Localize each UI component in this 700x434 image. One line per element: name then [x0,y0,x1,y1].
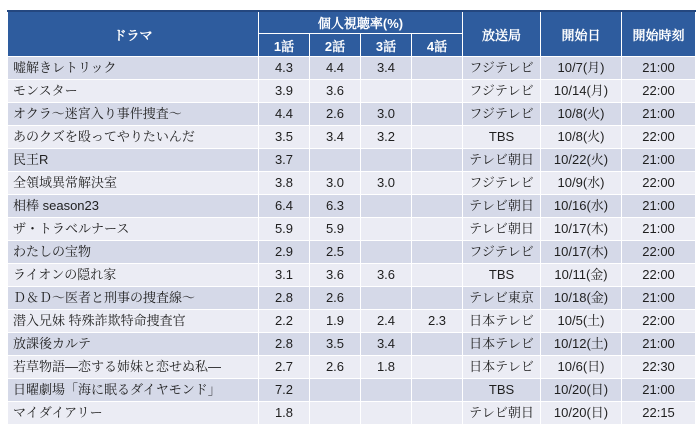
rating-ep1-cell: 1.8 [259,402,310,425]
station-cell: フジテレビ [463,172,541,195]
start-time-cell: 22:30 [622,356,696,379]
drama-title-cell: 若草物語―恋する姉妹と恋せぬ私― [8,356,259,379]
start-time-cell: 21:00 [622,149,696,172]
rating-ep3-cell: 3.6 [361,264,412,287]
col-header-station: 放送局 [463,11,541,57]
rating-ep2-cell: 3.6 [310,264,361,287]
start-time-cell: 21:00 [622,287,696,310]
col-header-episode-4: 4話 [412,34,463,57]
table-row [8,264,696,287]
start-time-cell: 21:00 [622,57,696,80]
station-cell: フジテレビ [463,57,541,80]
rating-ep3-cell [361,287,412,310]
rating-ep3-cell [361,149,412,172]
rating-ep2-cell: 2.6 [310,103,361,126]
rating-ep4-cell [412,356,463,379]
start-date-cell: 10/9(水) [541,172,622,195]
start-date-cell: 10/17(木) [541,241,622,264]
drama-title-cell: ザ・トラベルナース [8,218,259,241]
start-date-cell: 10/8(火) [541,103,622,126]
drama-title-cell: わたしの宝物 [8,241,259,264]
station-cell: テレビ朝日 [463,195,541,218]
start-time-cell: 22:00 [622,264,696,287]
start-time-cell: 22:00 [622,172,696,195]
rating-ep2-cell: 2.6 [310,287,361,310]
start-date-cell: 10/12(土) [541,333,622,356]
rating-ep4-cell [412,218,463,241]
rating-ep4-cell [412,333,463,356]
table-row [8,333,696,356]
station-cell: テレビ朝日 [463,149,541,172]
station-cell: TBS [463,126,541,149]
start-date-cell: 10/20(日) [541,402,622,425]
rating-ep2-cell: 2.6 [310,356,361,379]
start-time-cell: 21:00 [622,218,696,241]
rating-ep3-cell [361,379,412,402]
col-header-episode-2: 2話 [310,34,361,57]
drama-title-cell: オクラ～迷宮入り事件捜査～ [8,103,259,126]
rating-ep1-cell: 3.9 [259,80,310,103]
drama-title-cell: 嘘解きレトリック [8,57,259,80]
rating-ep4-cell [412,126,463,149]
start-time-cell: 22:00 [622,241,696,264]
rating-ep3-cell: 1.8 [361,356,412,379]
rating-ep1-cell: 6.4 [259,195,310,218]
col-header-episode-3: 3話 [361,34,412,57]
station-cell: フジテレビ [463,103,541,126]
station-cell: テレビ東京 [463,287,541,310]
rating-ep3-cell [361,241,412,264]
station-cell: 日本テレビ [463,310,541,333]
drama-title-cell: 日曜劇場「海に眠るダイヤモンド」 [8,379,259,402]
rating-ep4-cell [412,103,463,126]
station-cell: フジテレビ [463,80,541,103]
table-row [8,126,696,149]
rating-ep4-cell [412,264,463,287]
rating-ep2-cell: 3.4 [310,126,361,149]
rating-ep2-cell [310,149,361,172]
rating-ep1-cell: 5.9 [259,218,310,241]
start-time-cell: 22:00 [622,126,696,149]
rating-ep2-cell: 2.5 [310,241,361,264]
rating-ep2-cell: 6.3 [310,195,361,218]
drama-title-cell: 相棒 season23 [8,195,259,218]
start-time-cell: 21:00 [622,379,696,402]
rating-ep4-cell [412,402,463,425]
rating-ep2-cell: 1.9 [310,310,361,333]
rating-ep4-cell [412,195,463,218]
start-date-cell: 10/14(月) [541,80,622,103]
rating-ep1-cell: 3.7 [259,149,310,172]
start-time-cell: 22:00 [622,310,696,333]
drama-ratings-table-container [7,10,695,425]
station-cell: TBS [463,379,541,402]
drama-title-cell: 全領域異常解決室 [8,172,259,195]
start-date-cell: 10/22(火) [541,149,622,172]
rating-ep4-cell [412,172,463,195]
rating-ep2-cell: 3.0 [310,172,361,195]
drama-title-cell: 潜入兄妹 特殊詐欺特命捜査官 [8,310,259,333]
rating-ep3-cell [361,218,412,241]
table-row [8,379,696,402]
rating-ep3-cell: 3.0 [361,172,412,195]
table-row [8,57,696,80]
station-cell: テレビ朝日 [463,218,541,241]
drama-title-cell: モンスター [8,80,259,103]
table-row [8,287,696,310]
start-time-cell: 22:15 [622,402,696,425]
drama-title-cell: あのクズを殴ってやりたいんだ [8,126,259,149]
table-body [8,57,696,425]
table-row [8,80,696,103]
drama-title-cell: 放課後カルテ [8,333,259,356]
rating-ep1-cell: 3.1 [259,264,310,287]
drama-title-cell: 民王R [8,149,259,172]
rating-ep1-cell: 4.3 [259,57,310,80]
station-cell: 日本テレビ [463,356,541,379]
table-row [8,218,696,241]
station-cell: テレビ朝日 [463,402,541,425]
rating-ep2-cell: 3.5 [310,333,361,356]
rating-ep2-cell: 3.6 [310,80,361,103]
rating-ep1-cell: 2.9 [259,241,310,264]
start-date-cell: 10/18(金) [541,287,622,310]
rating-ep4-cell: 2.3 [412,310,463,333]
rating-ep2-cell [310,402,361,425]
col-header-start-date: 開始日 [541,11,622,57]
rating-ep3-cell [361,80,412,103]
col-header-episode-1: 1話 [259,34,310,57]
col-header-start-time: 開始時刻 [622,11,696,57]
rating-ep4-cell [412,287,463,310]
start-time-cell: 22:00 [622,80,696,103]
start-date-cell: 10/17(木) [541,218,622,241]
rating-ep3-cell: 3.0 [361,103,412,126]
start-date-cell: 10/11(金) [541,264,622,287]
start-date-cell: 10/16(水) [541,195,622,218]
drama-ratings-table [7,10,696,425]
station-cell: 日本テレビ [463,333,541,356]
rating-ep3-cell: 3.2 [361,126,412,149]
station-cell: TBS [463,264,541,287]
rating-ep2-cell: 5.9 [310,218,361,241]
rating-ep4-cell [412,241,463,264]
rating-ep1-cell: 2.7 [259,356,310,379]
table-header [8,11,696,57]
start-date-cell: 10/5(土) [541,310,622,333]
rating-ep1-cell: 3.5 [259,126,310,149]
drama-title-cell: Ｄ＆Ｄ～医者と刑事の捜査線～ [8,287,259,310]
rating-ep1-cell: 7.2 [259,379,310,402]
rating-ep2-cell [310,379,361,402]
table-row [8,103,696,126]
start-time-cell: 21:00 [622,333,696,356]
table-row [8,241,696,264]
rating-ep1-cell: 2.8 [259,287,310,310]
table-row [8,310,696,333]
rating-ep1-cell: 2.2 [259,310,310,333]
start-time-cell: 21:00 [622,103,696,126]
col-header-ratings-group: 個人視聴率(%) [259,11,463,34]
rating-ep4-cell [412,80,463,103]
rating-ep2-cell: 4.4 [310,57,361,80]
table-row [8,195,696,218]
start-date-cell: 10/7(月) [541,57,622,80]
rating-ep3-cell [361,195,412,218]
rating-ep1-cell: 2.8 [259,333,310,356]
drama-title-cell: マイダイアリー [8,402,259,425]
rating-ep4-cell [412,149,463,172]
station-cell: フジテレビ [463,241,541,264]
rating-ep3-cell: 3.4 [361,333,412,356]
rating-ep4-cell [412,379,463,402]
rating-ep3-cell [361,402,412,425]
rating-ep1-cell: 3.8 [259,172,310,195]
drama-title-cell: ライオンの隠れ家 [8,264,259,287]
table-row [8,172,696,195]
start-time-cell: 21:00 [622,195,696,218]
table-row [8,402,696,425]
rating-ep3-cell: 2.4 [361,310,412,333]
table-row [8,356,696,379]
col-header-drama: ドラマ [8,11,259,57]
start-date-cell: 10/6(日) [541,356,622,379]
start-date-cell: 10/20(日) [541,379,622,402]
start-date-cell: 10/8(火) [541,126,622,149]
rating-ep4-cell [412,57,463,80]
rating-ep3-cell: 3.4 [361,57,412,80]
rating-ep1-cell: 4.4 [259,103,310,126]
table-row [8,149,696,172]
